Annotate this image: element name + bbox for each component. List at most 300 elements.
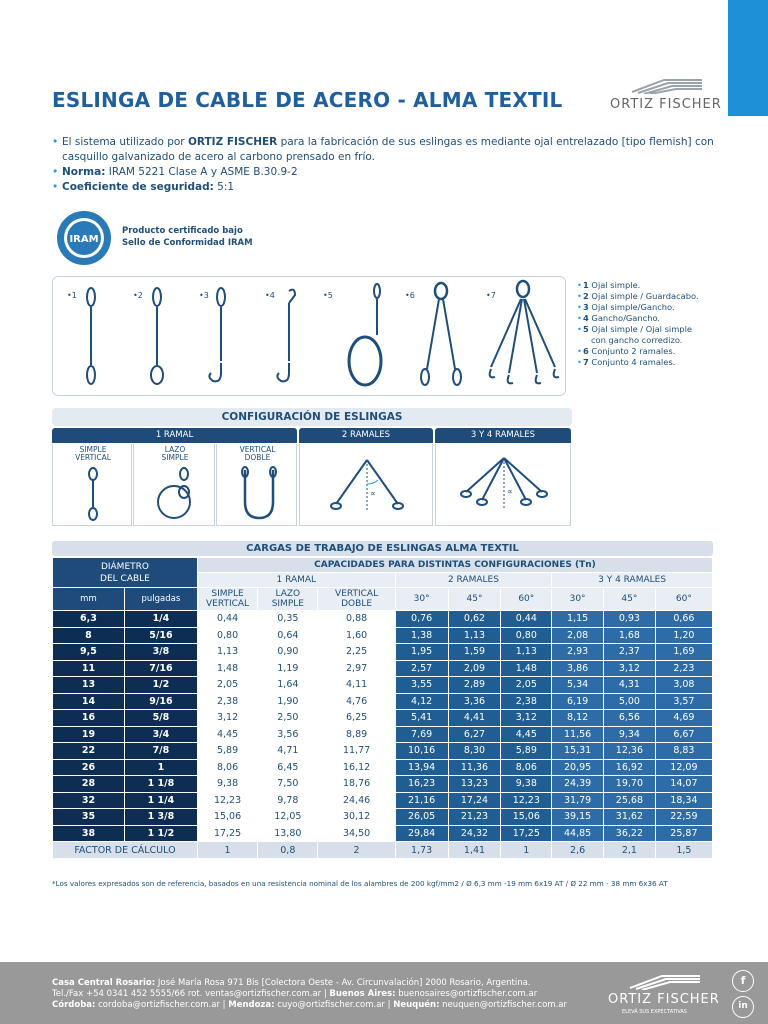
legend-num: 2 (583, 291, 589, 301)
config-header-1-ramal: 1 RAMAL (52, 428, 297, 443)
footer-contact (52, 978, 567, 1011)
capacity-cell: 8,83 (656, 743, 712, 759)
capacity-cell: 0,64 (258, 628, 317, 644)
capacity-cell: 12,23 (198, 793, 257, 809)
capacity-cell: 3,12 (198, 710, 257, 726)
capacity-cell: 3,12 (501, 710, 551, 726)
capacity-cell: 31,79 (552, 793, 603, 809)
legend-text: Ojal simple. (588, 280, 641, 290)
factor-label: FACTOR DE CÁLCULO (53, 842, 197, 858)
diameter-cell: 1 (125, 760, 197, 776)
cert-line-1: Producto certificado bajo (122, 226, 243, 236)
capacity-cell: 19,70 (604, 776, 655, 792)
sling-number-6: •6 (405, 291, 415, 300)
logo-swoosh-icon (624, 78, 704, 94)
capacity-cell: 4,76 (318, 694, 394, 710)
capacity-cell: 5,00 (604, 694, 655, 710)
factor-cell: 2 (318, 842, 394, 858)
capacity-cell: 13,94 (396, 760, 448, 776)
intro-list (52, 135, 720, 195)
capacity-cell: 5,41 (396, 710, 448, 726)
sub-header-text: 60° (675, 594, 692, 604)
table-row (53, 677, 712, 693)
config-label-vertical-doble (217, 446, 298, 462)
factor-cell: 0,8 (258, 842, 317, 858)
table-row (53, 826, 712, 842)
legend-item-3 (577, 302, 699, 313)
capacity-cell: 2,38 (501, 694, 551, 710)
legend-text: Conjunto 2 ramales. (588, 346, 676, 356)
label-line: VERTICAL (239, 445, 276, 454)
sub-header-cell (198, 588, 257, 610)
legend-num: 4 (583, 313, 589, 323)
brand-logo (606, 78, 722, 118)
facebook-icon[interactable]: f (732, 970, 754, 992)
sling-number-5: •5 (323, 291, 333, 300)
footer-line-tel (52, 989, 567, 1000)
legend-num: 6 (583, 346, 589, 356)
factor-cell: 1 (198, 842, 257, 858)
capacity-cell: 1,90 (258, 694, 317, 710)
capacity-cell: 12,05 (258, 809, 317, 825)
capacity-cell: 0,80 (501, 628, 551, 644)
capacity-cell: 3,56 (258, 727, 317, 743)
capacity-cell: 12,23 (501, 793, 551, 809)
config-cell-lazo-simple (133, 444, 215, 526)
page-title: ESLINGA DE CABLE DE ACERO - ALMA TEXTIL (52, 88, 563, 112)
capacity-cell: 8,06 (198, 760, 257, 776)
legend-text: Conjunto 4 ramales. (588, 357, 676, 367)
capacity-cell: 1,48 (198, 661, 257, 677)
logo-text: ORTIZ FISCHER (610, 97, 722, 112)
capacity-cell: 2,08 (552, 628, 603, 644)
logo-swoosh-icon (622, 974, 702, 990)
bullet-icon: • (577, 302, 582, 312)
group-header-3-4-ramales: 3 Y 4 RAMALES (552, 573, 712, 587)
capacity-cell: 24,32 (449, 826, 501, 842)
capacity-cell: 3,55 (396, 677, 448, 693)
config-header-3-4-ramales: 3 Y 4 RAMALES (435, 428, 571, 443)
capacity-cell: 2,05 (501, 677, 551, 693)
capacity-cell: 1,48 (501, 661, 551, 677)
legend-item-7 (577, 357, 699, 368)
sling-number-4: •4 (265, 291, 275, 300)
diameter-cell: 7/16 (125, 661, 197, 677)
simple-vertical-icon (81, 466, 105, 524)
capacity-cell: 9,38 (501, 776, 551, 792)
capacity-cell: 0,44 (501, 611, 551, 627)
bullet-icon: • (577, 291, 582, 301)
config-header-2-ramales: 2 RAMALES (299, 428, 433, 443)
intro-item-system (52, 135, 720, 165)
legend-num: 3 (583, 302, 589, 312)
footer-logo-text: ORTIZ FISCHER (608, 992, 720, 1007)
capacity-cell: 0,90 (258, 644, 317, 660)
capacity-cell: 15,31 (552, 743, 603, 759)
sub-header-text: 45° (621, 594, 638, 604)
capacity-cell: 3,12 (604, 661, 655, 677)
capacity-cell: 1,19 (258, 661, 317, 677)
legend-text: Ojal simple / Ojal simple (588, 324, 692, 334)
legend-text: Ojal simple/Gancho. (588, 302, 675, 312)
diameter-cell: 3/8 (125, 644, 197, 660)
capacity-cell: 9,38 (198, 776, 257, 792)
capacity-cell: 4,45 (198, 727, 257, 743)
capacity-cell: 4,69 (656, 710, 712, 726)
mendoza-label: Mendoza: (228, 1000, 275, 1010)
diameter-cell: 13 (53, 677, 124, 693)
capacity-cell: 2,25 (318, 644, 394, 660)
factor-cell: 1,73 (396, 842, 448, 858)
capacity-cell: 2,97 (318, 661, 394, 677)
capacity-cell: 44,85 (552, 826, 603, 842)
table-row (53, 809, 712, 825)
capacity-cell: 11,77 (318, 743, 394, 759)
sling-number-3: •3 (199, 291, 209, 300)
capacity-cell: 4,41 (449, 710, 501, 726)
capacity-cell: 2,09 (449, 661, 501, 677)
label-line: SIMPLE (79, 445, 107, 454)
sub-header-text: 60° (518, 594, 535, 604)
bullet-icon: • (52, 181, 59, 193)
coef-label: Coeficiente de seguridad: (62, 181, 214, 193)
capacity-cell: 6,45 (258, 760, 317, 776)
norm-value: IRAM 5221 Clase A y ASME B.30.9-2 (108, 166, 298, 178)
sub-header-text: VERTICAL (206, 599, 250, 609)
config-label-simple-vertical (53, 446, 133, 462)
capacity-cell: 13,80 (258, 826, 317, 842)
capacity-cell: 6,19 (552, 694, 603, 710)
capacity-cell: 11,56 (552, 727, 603, 743)
sub-header-text: LAZO (275, 589, 301, 599)
diameter-cell: 16 (53, 710, 124, 726)
capacity-cell: 5,89 (501, 743, 551, 759)
two-legs-angle-icon (300, 444, 434, 526)
capacity-cell: 6,67 (656, 727, 712, 743)
capacity-cell: 3,57 (656, 694, 712, 710)
diameter-cell: 5/8 (125, 710, 197, 726)
intro-brand: ORTIZ FISCHER (187, 136, 278, 148)
capacity-cell: 3,36 (449, 694, 501, 710)
iram-seal-icon (56, 210, 112, 266)
bullet-icon: • (577, 324, 582, 334)
capacity-cell: 1,20 (656, 628, 712, 644)
diameter-cell: 19 (53, 727, 124, 743)
capacity-cell: 17,24 (449, 793, 501, 809)
table-row (53, 611, 712, 627)
footer-tagline: ELEVÁ SUS EXPECTATIVAS (622, 1009, 687, 1015)
diameter-cell: 7/8 (125, 743, 197, 759)
capacity-cell: 16,92 (604, 760, 655, 776)
separator: | (321, 989, 330, 999)
footer-line-branches (52, 1000, 567, 1011)
bullet-icon: • (577, 357, 582, 367)
capacity-cell: 2,89 (449, 677, 501, 693)
capacity-cell: 5,89 (198, 743, 257, 759)
angle-symbol: ∝ (507, 487, 513, 496)
legend-item-6 (577, 346, 699, 357)
coef-value: 5:1 (217, 181, 235, 193)
capacity-cell: 12,09 (656, 760, 712, 776)
table-row (53, 760, 712, 776)
capacity-cell: 4,12 (396, 694, 448, 710)
sub-header-cell (396, 588, 448, 610)
diameter-cell: 11 (53, 661, 124, 677)
factor-cell: 1,5 (656, 842, 712, 858)
sub-header-cell (449, 588, 501, 610)
footer-line-hq (52, 978, 567, 989)
capacity-cell: 3,08 (656, 677, 712, 693)
capacity-cell: 2,23 (656, 661, 712, 677)
diameter-cell: 1 1/4 (125, 793, 197, 809)
capacity-cell: 7,69 (396, 727, 448, 743)
cordoba-email[interactable]: cordoba@ortizfischer.com.ar (95, 1000, 220, 1010)
capacity-cell: 15,06 (501, 809, 551, 825)
config-cell-3-4-ramales (435, 444, 571, 526)
capacity-cell: 0,80 (198, 628, 257, 644)
capacity-cell: 9,78 (258, 793, 317, 809)
legend-num: 5 (583, 324, 589, 334)
sling-number-2: •2 (133, 291, 143, 300)
capacity-cell: 31,62 (604, 809, 655, 825)
intro-item-norm (52, 165, 720, 180)
capacity-cell: 1,68 (604, 628, 655, 644)
intro-text: El sistema utilizado por (62, 136, 188, 148)
group-header-1-ramal: 1 RAMAL (198, 573, 395, 587)
capacity-cell: 29,84 (396, 826, 448, 842)
capacity-cell: 8,12 (552, 710, 603, 726)
legend-item-2 (577, 291, 699, 302)
legend-item-5-cont (577, 335, 699, 346)
diameter-cell: 26 (53, 760, 124, 776)
sling-types-illustration (53, 277, 567, 397)
diameter-header-line: DEL CABLE (100, 573, 150, 584)
capacity-cell: 7,50 (258, 776, 317, 792)
sub-header-text: 45° (466, 594, 483, 604)
capacity-cell: 8,30 (449, 743, 501, 759)
certification-text (122, 225, 253, 249)
sub-header-text: DOBLE (341, 599, 373, 609)
diameter-cell: 8 (53, 628, 124, 644)
capacity-cell: 24,46 (318, 793, 394, 809)
diameter-cell: 38 (53, 826, 124, 842)
factor-cell: 1,41 (449, 842, 501, 858)
factor-cell: 1 (501, 842, 551, 858)
sling-number-1: •1 (67, 291, 77, 300)
linkedin-icon[interactable]: in (732, 996, 754, 1018)
capacity-cell: 14,07 (656, 776, 712, 792)
sub-header-cell (318, 588, 394, 610)
legend-text: con gancho corredizo. (591, 335, 683, 345)
capacity-cell: 0,93 (604, 611, 655, 627)
factor-cell: 2,1 (604, 842, 655, 858)
factor-cell: 2,6 (552, 842, 603, 858)
capacity-cell: 6,56 (604, 710, 655, 726)
capacity-cell: 12,36 (604, 743, 655, 759)
diameter-cell: 1/4 (125, 611, 197, 627)
capacity-cell: 24,39 (552, 776, 603, 792)
capacity-cell: 26,05 (396, 809, 448, 825)
capacity-cell: 11,36 (449, 760, 501, 776)
bullet-icon: • (52, 166, 59, 178)
capacity-cell: 13,23 (449, 776, 501, 792)
capacity-cell: 0,76 (396, 611, 448, 627)
sling-number-7: •7 (486, 291, 496, 300)
corner-accent-block (728, 0, 768, 116)
config-label-lazo-simple (134, 446, 216, 462)
diameter-cell: 28 (53, 776, 124, 792)
ba-email[interactable]: buenosaires@ortizfischer.com.ar (395, 989, 538, 999)
legend-num: 7 (583, 357, 589, 367)
capacity-cell: 25,87 (656, 826, 712, 842)
sling-types-legend (577, 280, 699, 368)
norm-label: Norma: (62, 166, 106, 178)
capacity-cell: 1,59 (449, 644, 501, 660)
diameter-cell: 14 (53, 694, 124, 710)
capacity-cell: 36,22 (604, 826, 655, 842)
legend-item-5 (577, 324, 699, 335)
footnote: *Los valores expresados son de referencia, basados en una resistencia nominal de los alambres de 200 kgf/mm2 / Ø 6,3 mm -19 mm 6x19 AT / Ø 22 mm - 38 mm 6x36 AT (52, 879, 668, 888)
capacity-cell: 21,23 (449, 809, 501, 825)
hq-address: José María Rosa 971 Bis [Colectora Oeste - Av. Circunvalación] 2000 Rosario, Argentina. (155, 978, 531, 988)
diameter-header-line: DIÁMETRO (100, 561, 149, 572)
diameter-cell: 1 1/8 (125, 776, 197, 792)
neuquen-email[interactable]: neuquen@ortizfischer.com.ar (439, 1000, 567, 1010)
diameter-cell: 9,5 (53, 644, 124, 660)
sub-header-cell (656, 588, 712, 610)
sub-header-text: VERTICAL (335, 589, 379, 599)
sub-header-text: 30° (569, 594, 586, 604)
capacity-cell: 1,38 (396, 628, 448, 644)
loads-table-title: CARGAS DE TRABAJO DE ESLINGAS ALMA TEXTIL (52, 541, 713, 556)
capacity-cell: 4,31 (604, 677, 655, 693)
legend-text: Gancho/Gancho. (588, 313, 661, 323)
label-line: LAZO (164, 445, 186, 454)
capacity-cell: 0,66 (656, 611, 712, 627)
diameter-cell: 22 (53, 743, 124, 759)
separator: | (384, 1000, 394, 1010)
diameter-cell: 35 (53, 809, 124, 825)
capacity-cell: 30,12 (318, 809, 394, 825)
cordoba-label: Córdoba: (52, 1000, 96, 1010)
capacity-cell: 1,15 (552, 611, 603, 627)
sub-header-cell (258, 588, 317, 610)
capacity-cell: 1,69 (656, 644, 712, 660)
diameter-cell: 9/16 (125, 694, 197, 710)
capacity-cell: 1,13 (501, 644, 551, 660)
table-row (53, 694, 712, 710)
sub-header-cell (552, 588, 603, 610)
four-legs-angle-icon (436, 444, 572, 526)
diameter-header (53, 558, 197, 587)
capacity-cell: 8,89 (318, 727, 394, 743)
capacity-cell: 25,68 (604, 793, 655, 809)
sub-header-text: 30° (413, 594, 430, 604)
tel-email[interactable]: Tel./Fax +54 0341 452 5555/66 rot. ventas@ortizfischer.com.ar (52, 989, 322, 999)
capacity-cell: 15,06 (198, 809, 257, 825)
capacity-cell: 4,45 (501, 727, 551, 743)
bullet-icon: • (577, 280, 582, 290)
table-row (53, 644, 712, 660)
sub-header-cell (501, 588, 551, 610)
capacity-cell: 6,27 (449, 727, 501, 743)
capacity-cell: 34,50 (318, 826, 394, 842)
config-cell-2-ramales (299, 444, 433, 526)
separator: | (219, 1000, 229, 1010)
sub-header-row (53, 588, 712, 610)
capacity-cell: 2,93 (552, 644, 603, 660)
capacity-cell: 8,06 (501, 760, 551, 776)
bullet-icon: • (52, 136, 59, 148)
capacity-cell: 3,86 (552, 661, 603, 677)
table-row (53, 727, 712, 743)
angle-symbol: ∝ (370, 489, 376, 498)
capacity-cell: 18,76 (318, 776, 394, 792)
capacity-cell: 1,64 (258, 677, 317, 693)
table-row (53, 793, 712, 809)
intro-item-coefficient (52, 180, 720, 195)
legend-item-1 (577, 280, 699, 291)
cert-line-2: Sello de Conformidad IRAM (122, 238, 253, 248)
capacity-header: CAPACIDADES PARA DISTINTAS CONFIGURACIONES (Tn) (198, 558, 712, 572)
lazo-simple-icon (154, 466, 198, 524)
diameter-cell: 5/16 (125, 628, 197, 644)
capacity-cell: 17,25 (501, 826, 551, 842)
footer-logo (604, 974, 720, 1015)
capacity-cell: 6,25 (318, 710, 394, 726)
capacity-cell: 1,13 (449, 628, 501, 644)
config-cell-simple-vertical (52, 444, 132, 526)
intro-text-rest: para la fabricación de sus eslingas es mediante ojal entrelazado [tipo flemish] con casquillo galvanizado de acero al carbono prensado en frío. (62, 136, 714, 163)
capacity-cell: 16,23 (396, 776, 448, 792)
bullet-icon: • (577, 313, 582, 323)
sub-header-cell (604, 588, 655, 610)
capacity-cell: 0,35 (258, 611, 317, 627)
diameter-cell: 1 1/2 (125, 826, 197, 842)
capacity-cell: 2,50 (258, 710, 317, 726)
capacity-cell: 9,34 (604, 727, 655, 743)
unit-header-mm: mm (53, 588, 124, 610)
capacity-cell: 2,05 (198, 677, 257, 693)
capacity-cell: 2,37 (604, 644, 655, 660)
sling-types-diagram (52, 276, 566, 396)
loads-table (52, 557, 713, 859)
diameter-cell: 6,3 (53, 611, 124, 627)
table-row (53, 743, 712, 759)
diameter-cell: 1 3/8 (125, 809, 197, 825)
mendoza-email[interactable]: cuyo@ortizfischer.com.ar (274, 1000, 385, 1010)
diameter-cell: 1/2 (125, 677, 197, 693)
capacity-cell: 20,95 (552, 760, 603, 776)
label-line: SIMPLE (161, 453, 189, 462)
neuquen-label: Neuquén: (393, 1000, 440, 1010)
capacity-cell: 39,15 (552, 809, 603, 825)
capacity-cell: 22,59 (656, 809, 712, 825)
group-header-2-ramales: 2 RAMALES (396, 573, 552, 587)
sub-header-text: SIMPLE (211, 589, 244, 599)
capacity-cell: 16,12 (318, 760, 394, 776)
capacity-cell: 18,34 (656, 793, 712, 809)
config-cell-vertical-doble (216, 444, 297, 526)
label-line: VERTICAL (75, 453, 111, 462)
capacity-cell: 5,34 (552, 677, 603, 693)
capacity-cell: 0,62 (449, 611, 501, 627)
unit-header-inches: pulgadas (125, 588, 197, 610)
diameter-cell: 32 (53, 793, 124, 809)
capacity-cell: 17,25 (198, 826, 257, 842)
hq-label: Casa Central Rosario: (52, 978, 156, 988)
capacity-cell: 1,95 (396, 644, 448, 660)
